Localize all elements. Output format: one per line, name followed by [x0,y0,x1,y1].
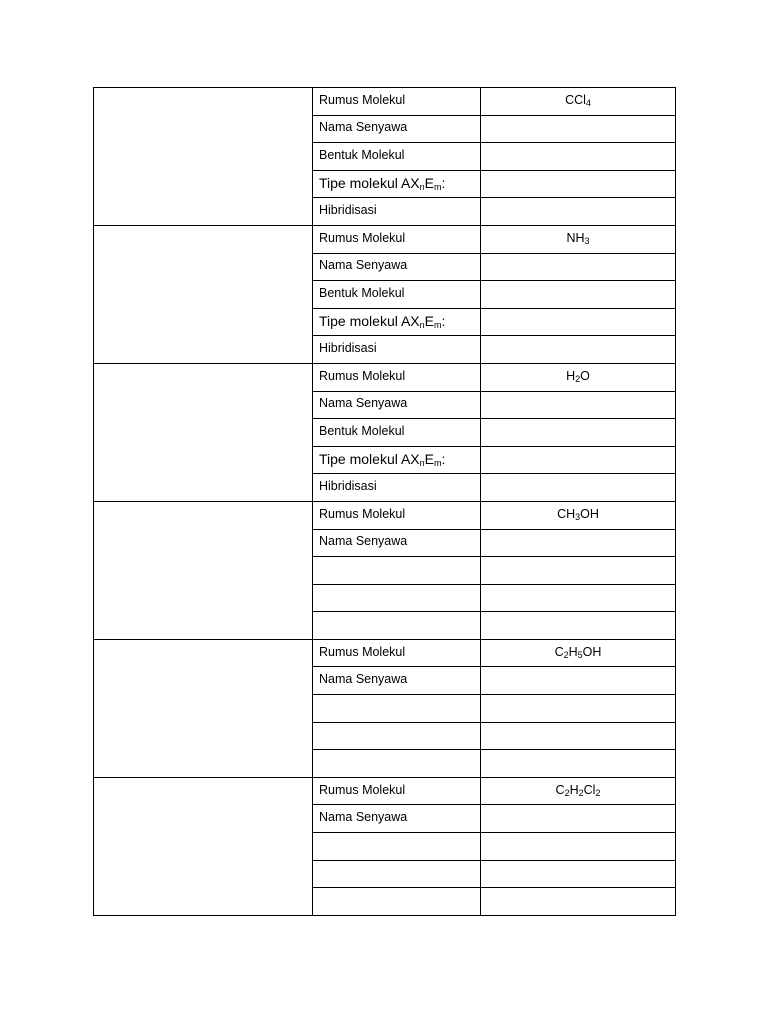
label-text: E [424,174,434,191]
field-label [313,501,481,529]
answer-cell[interactable] [481,860,676,888]
field-label [313,225,481,253]
formula-text: H [569,782,579,797]
structure-drawing-area[interactable] [94,777,313,915]
empty-label-cell [313,584,481,612]
molecular-formula-cell [481,777,676,805]
formula-subscript: 5 [577,649,583,660]
answer-cell[interactable] [481,695,676,723]
label-text: Bentuk Molekul [319,285,405,300]
field-label [313,419,481,447]
answer-cell[interactable] [481,833,676,861]
answer-cell[interactable] [481,529,676,557]
field-label [313,88,481,116]
answer-cell[interactable] [481,336,676,364]
answer-cell[interactable] [481,281,676,309]
label-text: Nama Senyawa [319,810,408,825]
formula-text: OH [580,506,599,521]
answer-cell[interactable] [481,612,676,640]
field-label [313,363,481,391]
label-subscript: m [434,181,442,192]
field-label [313,336,481,364]
label-text: Rumus Molekul [319,92,406,107]
field-label [313,777,481,805]
empty-label-cell [313,888,481,916]
field-label [313,639,481,667]
label-text: E [424,312,434,329]
label-text: Nama Senyawa [319,396,408,411]
formula-text: NH [566,230,585,245]
label-text: Rumus Molekul [319,644,406,659]
field-label [313,446,481,474]
answer-cell[interactable] [481,584,676,612]
field-label [313,198,481,226]
formula-subscript: 2 [575,373,581,384]
formula-text: CH [557,506,576,521]
formula-subscript: 2 [578,787,584,798]
answer-cell[interactable] [481,750,676,778]
label-text: Bentuk Molekul [319,147,405,162]
answer-cell[interactable] [481,170,676,198]
answer-cell[interactable] [481,722,676,750]
table-row [94,363,676,391]
answer-cell[interactable] [481,391,676,419]
empty-label-cell [313,750,481,778]
label-text: Tipe molekul AX [319,312,420,329]
field-label [313,281,481,309]
answer-cell[interactable] [481,198,676,226]
worksheet-table [93,87,676,916]
formula-subscript: 3 [575,511,581,522]
label-text: Hibridisasi [319,341,377,356]
field-label [313,391,481,419]
formula-subscript: 2 [563,649,569,660]
formula-text: OH [582,644,602,659]
label-text: Rumus Molekul [319,368,406,383]
label-text: Nama Senyawa [319,534,408,549]
label-text: : [441,312,446,329]
field-label [313,143,481,171]
answer-cell[interactable] [481,253,676,281]
worksheet-body [94,88,676,916]
table-row [94,639,676,667]
formula-subscript: 4 [585,97,591,108]
answer-cell[interactable] [481,308,676,336]
field-label [313,529,481,557]
empty-label-cell [313,612,481,640]
structure-drawing-area[interactable] [94,88,313,226]
label-text: E [424,450,434,467]
formula-text: Cl [583,782,596,797]
answer-cell[interactable] [481,805,676,833]
table-row [94,777,676,805]
formula-subscript: 2 [595,787,601,798]
label-text: Rumus Molekul [319,782,406,797]
empty-label-cell [313,833,481,861]
label-text: Tipe molekul AX [319,450,420,467]
answer-cell[interactable] [481,446,676,474]
answer-cell[interactable] [481,474,676,502]
formula-subscript: 3 [584,235,590,246]
field-label [313,115,481,143]
table-row [94,501,676,529]
formula-subscript: 2 [564,787,570,798]
formula-text: CCl [565,92,586,107]
label-subscript: n [419,457,425,468]
label-text: : [441,174,446,191]
label-text: Bentuk Molekul [319,423,405,438]
field-label [313,805,481,833]
structure-drawing-area[interactable] [94,501,313,639]
label-subscript: m [434,319,442,330]
label-text: Nama Senyawa [319,120,408,135]
formula-text: H [568,644,578,659]
label-subscript: n [419,181,425,192]
label-text: Rumus Molekul [319,506,406,521]
field-label [313,667,481,695]
molecular-formula-cell [481,225,676,253]
label-subscript: n [419,319,425,330]
label-text: Nama Senyawa [319,672,408,687]
empty-label-cell [313,860,481,888]
label-text: Hibridisasi [319,203,377,218]
answer-cell[interactable] [481,115,676,143]
label-text: Hibridisasi [319,479,377,494]
answer-cell[interactable] [481,888,676,916]
molecular-formula-cell [481,501,676,529]
answer-cell[interactable] [481,419,676,447]
structure-drawing-area[interactable] [94,225,313,363]
answer-cell[interactable] [481,143,676,171]
formula-text: H [566,368,576,383]
table-row [94,88,676,116]
molecular-formula-cell [481,639,676,667]
structure-drawing-area[interactable] [94,363,313,501]
molecular-formula-cell [481,88,676,116]
field-label [313,308,481,336]
empty-label-cell [313,557,481,585]
formula-text: C [554,644,564,659]
label-text: Rumus Molekul [319,230,406,245]
field-label [313,253,481,281]
table-row [94,225,676,253]
answer-cell[interactable] [481,557,676,585]
formula-text: O [580,368,590,383]
formula-text: C [555,782,565,797]
structure-drawing-area[interactable] [94,639,313,777]
empty-label-cell [313,722,481,750]
label-text: Nama Senyawa [319,258,408,273]
label-text: : [441,450,446,467]
label-subscript: m [434,457,442,468]
label-text: Tipe molekul AX [319,174,420,191]
answer-cell[interactable] [481,667,676,695]
empty-label-cell [313,695,481,723]
field-label [313,170,481,198]
field-label [313,474,481,502]
molecular-formula-cell [481,363,676,391]
